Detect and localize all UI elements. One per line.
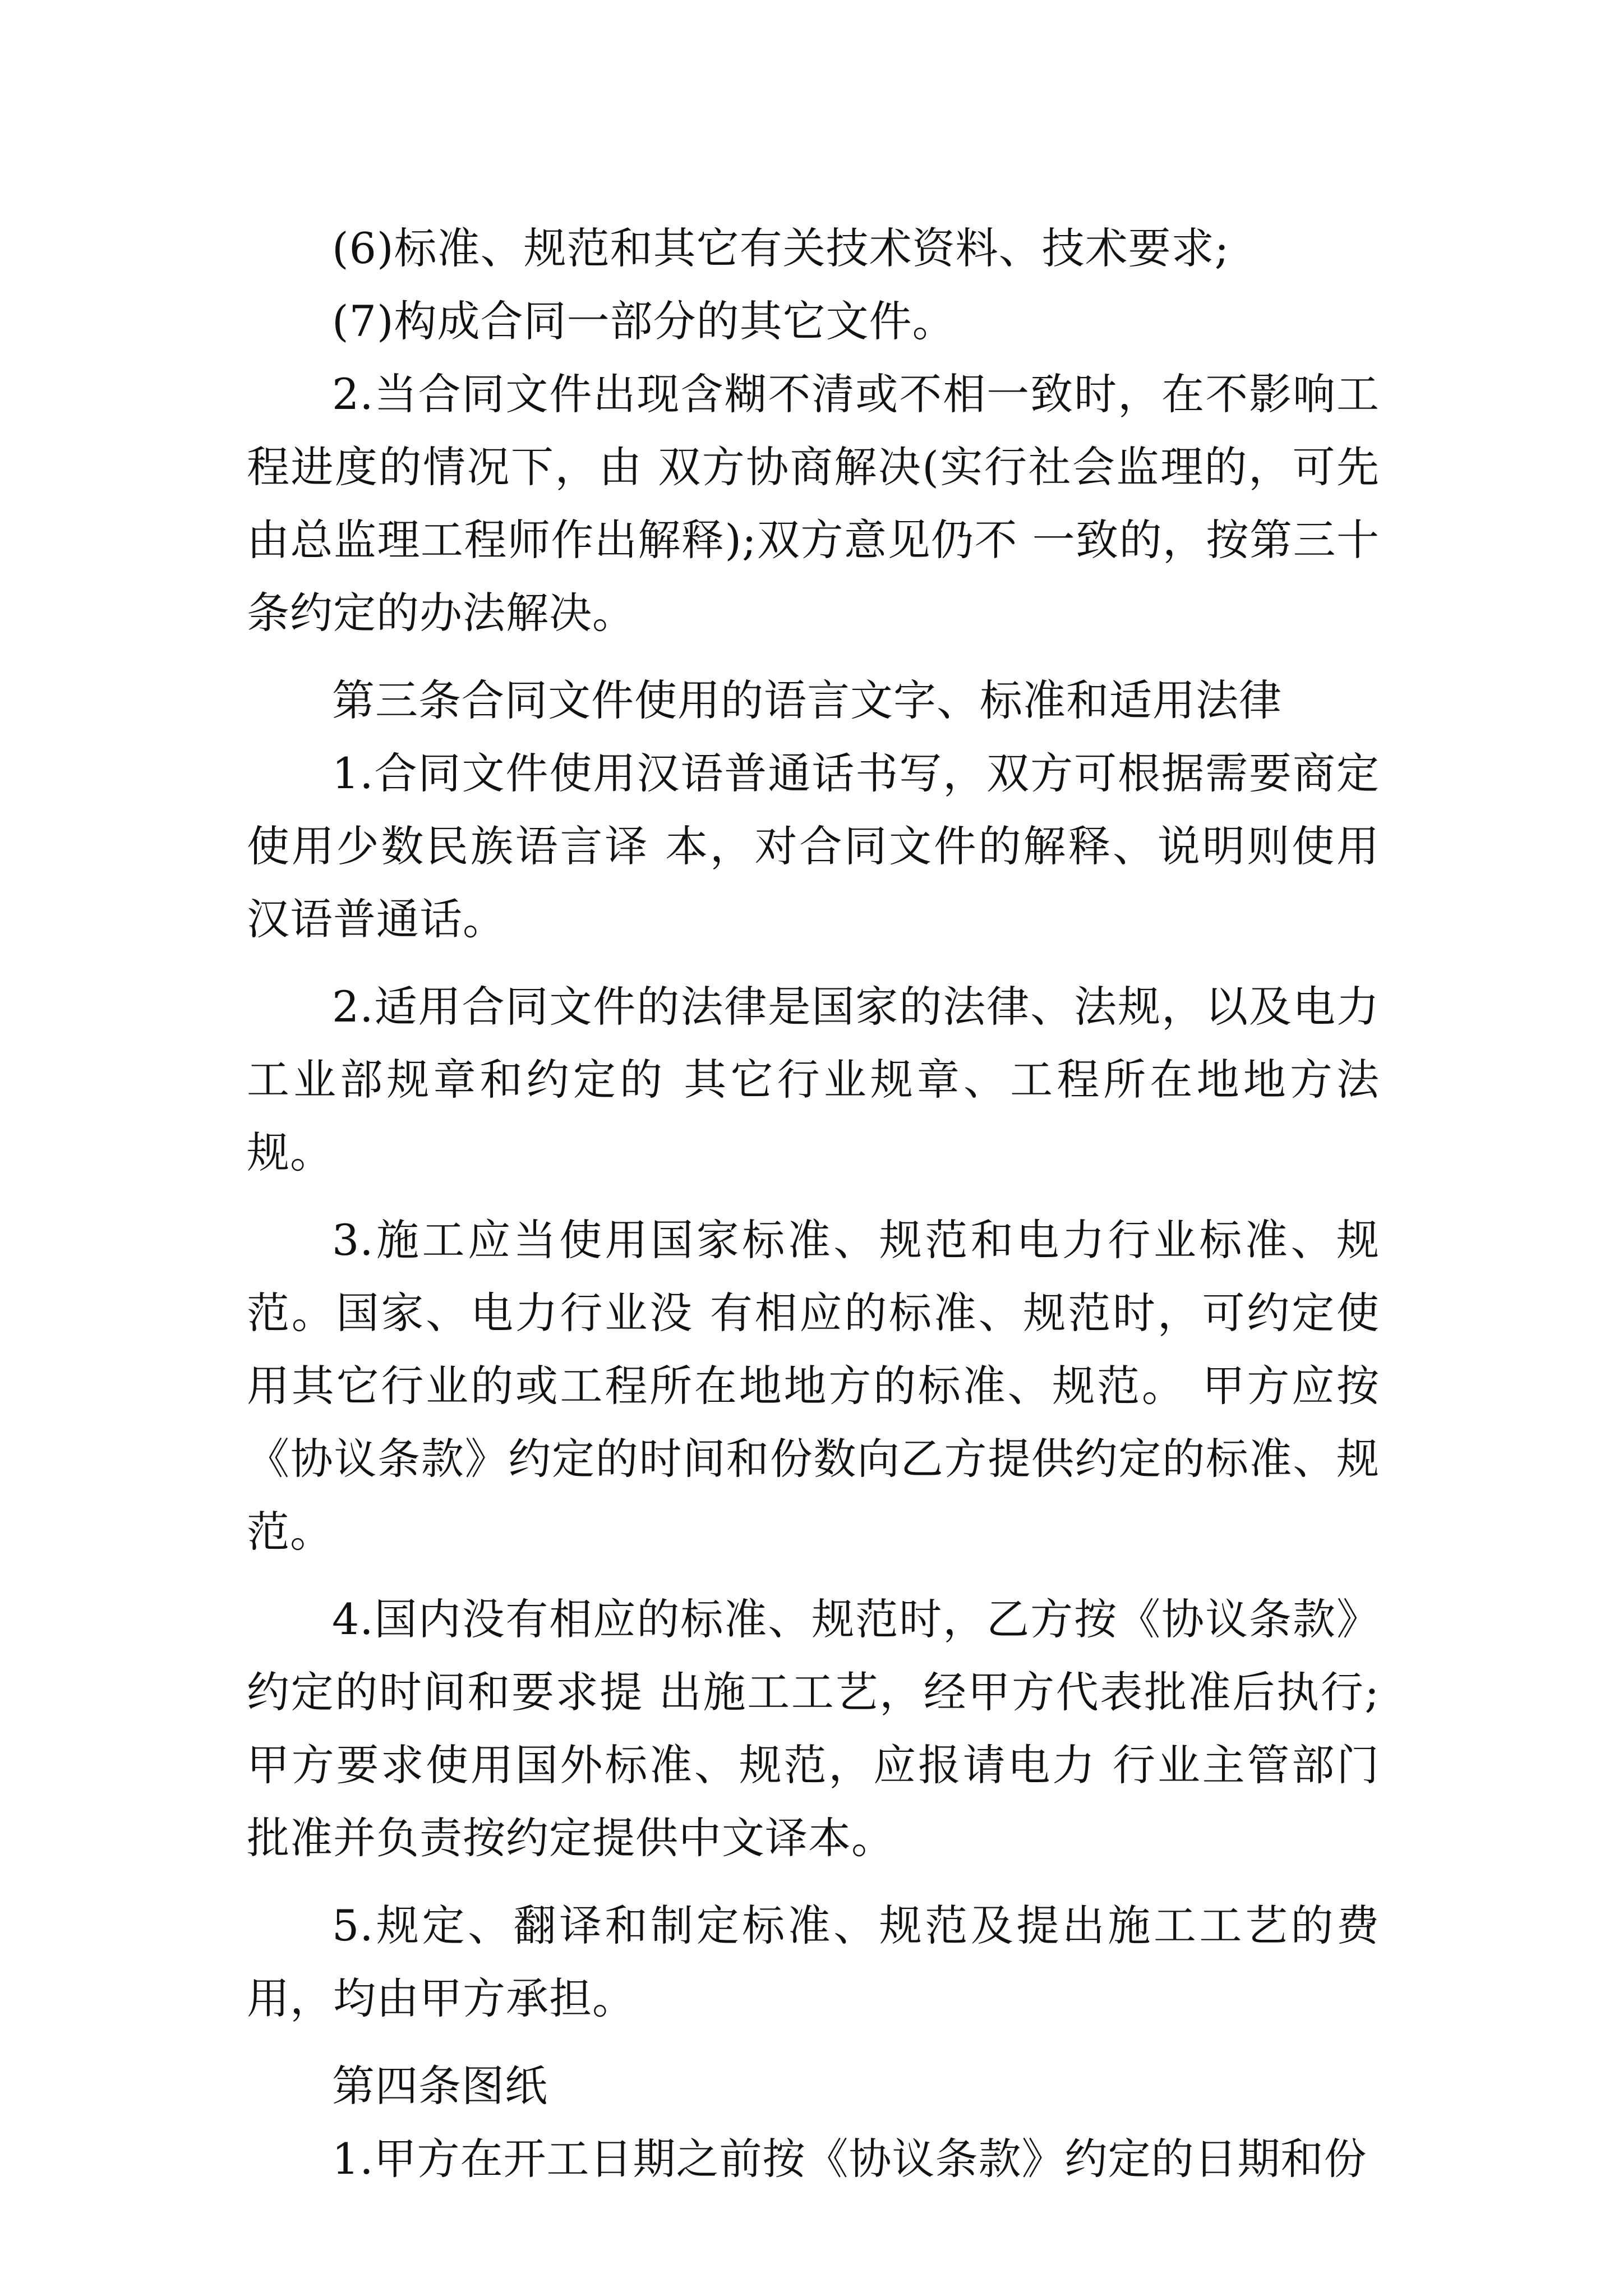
article-3-item-1: 1.合同文件使用汉语普通话书写，双方可根据需要商定使用少数民族语言译 本，对合同文件的解释、说明则使用汉语普通话。 (247, 748, 1380, 944)
article-3-item-4: 4.国内没有相应的标准、规范时，乙方按《协议条款》约定的时间和要求提 出施工工艺，经甲方代表批准后执行;甲方要求使用国外标准、规范，应报请电力 行业主管部门批准并负责按约定提供中文译本。 (247, 1594, 1380, 1863)
article-4-heading: 第四条图纸 (332, 2061, 548, 2111)
article-3-item-5: 5.规定、翻译和制定标准、规范及提出施工工艺的费用，均由甲方承担。 (247, 1901, 1380, 2023)
article-3-item-2: 2.适用合同文件的法律是国家的法律、法规，以及电力工业部规章和约定的 其它行业规章、工程所在地地方法规。 (247, 982, 1380, 1177)
article-3-heading: 第三条合同文件使用的语言文字、标准和适用法律 (332, 675, 1282, 725)
document-body (247, 212, 1380, 2196)
clause-item-6: (6)标准、规范和其它有关技术资料、技术要求; (332, 223, 1230, 273)
clause-2-ambiguity: 2.当合同文件出现含糊不清或不相一致时，在不影响工程进度的情况下，由 双方协商解决(实行社会监理的，可先由总监理工程师作出解释);双方意见仍不 一致的，按第三十条约定的办法解决。 (247, 369, 1380, 638)
clause-item-7: (7)构成合同一部分的其它文件。 (332, 296, 956, 346)
article-3-item-3: 3.施工应当使用国家标准、规范和电力行业标准、规范。国家、电力行业没 有相应的标准、规范时，可约定使用其它行业的或工程所在地地方的标准、规范。 甲方应按《协议条款》约定的时间和份数向乙方提供约定的标准、规范。 (247, 1215, 1380, 1557)
article-4-item-1: 1.甲方在开工日期之前按《协议条款》约定的日期和份 (332, 2134, 1367, 2184)
